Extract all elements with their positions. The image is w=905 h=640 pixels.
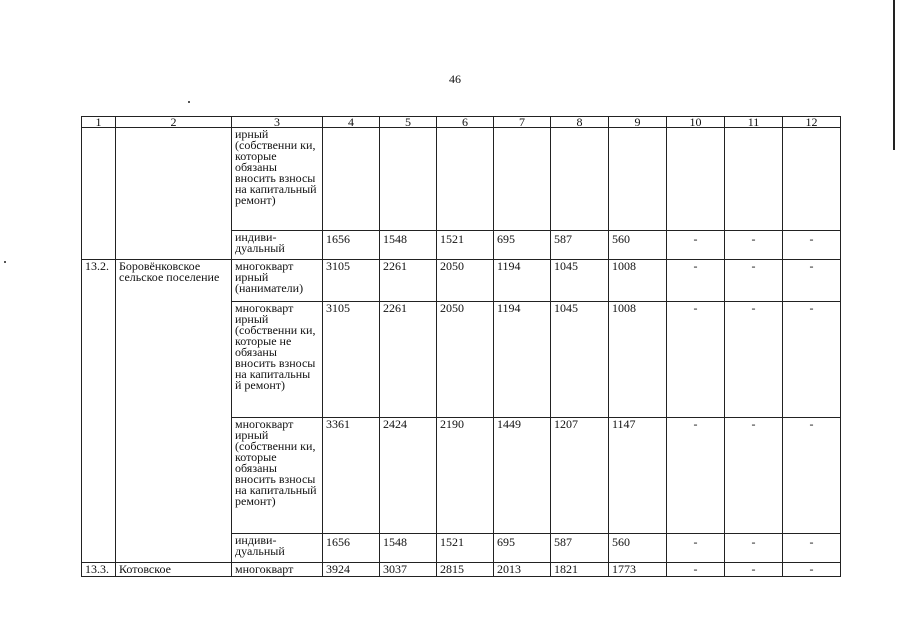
header-cell: 11 xyxy=(725,117,783,128)
header-cell: 5 xyxy=(380,117,437,128)
value-cell: - xyxy=(783,563,841,577)
value-cell: 2261 xyxy=(380,302,437,418)
value-cell xyxy=(323,128,380,231)
page-number: 46 xyxy=(449,72,461,86)
value-cell: - xyxy=(783,231,841,260)
table-row xyxy=(82,260,841,302)
value-cell: - xyxy=(667,418,725,534)
value-cell: 1045 xyxy=(551,260,609,302)
header-cell: 8 xyxy=(551,117,609,128)
value-cell: - xyxy=(725,302,783,418)
value-cell: 2050 xyxy=(437,302,494,418)
header-cell: 10 xyxy=(667,117,725,128)
value-cell: - xyxy=(667,231,725,260)
header-cell: 1 xyxy=(82,117,116,128)
value-cell: 560 xyxy=(609,534,667,563)
value-cell: 1521 xyxy=(437,534,494,563)
value-cell: 695 xyxy=(494,231,551,260)
value-cell: 587 xyxy=(551,534,609,563)
value-cell xyxy=(551,128,609,231)
settlement-cell: Котовское xyxy=(116,563,232,577)
scan-speck xyxy=(188,101,190,103)
value-cell: 3361 xyxy=(323,418,380,534)
value-cell xyxy=(380,128,437,231)
value-cell: 1548 xyxy=(380,534,437,563)
value-cell: 1521 xyxy=(437,231,494,260)
value-cell: 1773 xyxy=(609,563,667,577)
tariff-table xyxy=(81,116,841,577)
header-cell: 9 xyxy=(609,117,667,128)
value-cell: - xyxy=(725,418,783,534)
value-cell: - xyxy=(667,302,725,418)
value-cell: 695 xyxy=(494,534,551,563)
value-cell: 2261 xyxy=(380,260,437,302)
scan-edge-line xyxy=(893,0,895,150)
value-cell: - xyxy=(725,260,783,302)
value-cell: 587 xyxy=(551,231,609,260)
value-cell: - xyxy=(783,534,841,563)
value-cell: 3924 xyxy=(323,563,380,577)
value-cell xyxy=(725,128,783,231)
value-cell: 1548 xyxy=(380,231,437,260)
header-cell: 7 xyxy=(494,117,551,128)
value-cell: 2424 xyxy=(380,418,437,534)
header-cell: 2 xyxy=(116,117,232,128)
header-cell: 4 xyxy=(323,117,380,128)
header-cell: 12 xyxy=(783,117,841,128)
value-cell xyxy=(667,128,725,231)
housing-type-cell: многокварт ирный (собственни ки, которые не обязаны вносить взносы на капитальны й ремонт) xyxy=(232,302,323,418)
value-cell xyxy=(783,128,841,231)
value-cell: 3105 xyxy=(323,302,380,418)
settlement-cell: Боровёнковское сельское поселение xyxy=(116,260,232,563)
value-cell: 2190 xyxy=(437,418,494,534)
table-row xyxy=(82,128,841,231)
header-cell: 3 xyxy=(232,117,323,128)
table-header-row xyxy=(82,117,841,128)
value-cell: - xyxy=(667,534,725,563)
row-number-cell: 13.3. xyxy=(82,563,116,577)
housing-type-cell: ирный (собственни ки, которые обязаны вносить взносы на капитальный ремонт) xyxy=(232,128,323,231)
value-cell: 1008 xyxy=(609,302,667,418)
value-cell: - xyxy=(783,418,841,534)
value-cell: 1656 xyxy=(323,231,380,260)
value-cell: 3037 xyxy=(380,563,437,577)
value-cell: 1008 xyxy=(609,260,667,302)
value-cell: 1449 xyxy=(494,418,551,534)
value-cell: 2013 xyxy=(494,563,551,577)
value-cell: 1194 xyxy=(494,302,551,418)
housing-type-cell: многокварт xyxy=(232,563,323,577)
value-cell: 1194 xyxy=(494,260,551,302)
value-cell: 1656 xyxy=(323,534,380,563)
value-cell: 2050 xyxy=(437,260,494,302)
value-cell: - xyxy=(725,231,783,260)
value-cell: 1045 xyxy=(551,302,609,418)
value-cell: 1147 xyxy=(609,418,667,534)
value-cell: - xyxy=(783,302,841,418)
housing-type-cell: многокварт ирный (собственни ки, которые обязаны вносить взносы на капитальный ремонт) xyxy=(232,418,323,534)
settlement-cell xyxy=(116,128,232,260)
value-cell: - xyxy=(667,563,725,577)
value-cell: - xyxy=(783,260,841,302)
table-row xyxy=(82,563,841,577)
housing-type-cell: многокварт ирный (наниматели) xyxy=(232,260,323,302)
value-cell: - xyxy=(667,260,725,302)
value-cell xyxy=(494,128,551,231)
row-number-cell: 13.2. xyxy=(82,260,116,563)
value-cell xyxy=(437,128,494,231)
value-cell: - xyxy=(725,534,783,563)
housing-type-cell: индиви- дуальный xyxy=(232,231,323,260)
value-cell: - xyxy=(725,563,783,577)
value-cell: 2815 xyxy=(437,563,494,577)
value-cell: 1207 xyxy=(551,418,609,534)
row-number-cell xyxy=(82,128,116,260)
value-cell: 560 xyxy=(609,231,667,260)
scan-speck xyxy=(4,261,6,263)
value-cell: 1821 xyxy=(551,563,609,577)
value-cell: 3105 xyxy=(323,260,380,302)
value-cell xyxy=(609,128,667,231)
header-cell: 6 xyxy=(437,117,494,128)
housing-type-cell: индиви- дуальный xyxy=(232,534,323,563)
